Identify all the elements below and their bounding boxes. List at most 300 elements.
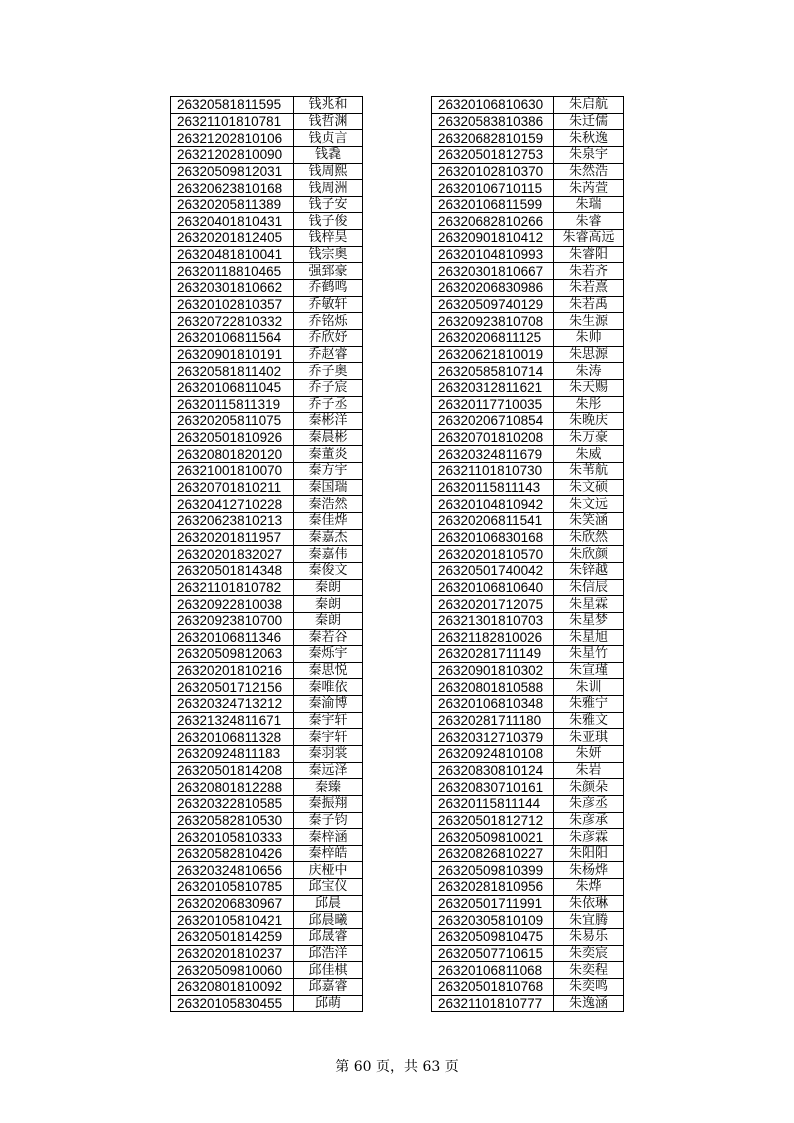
candidate-id-cell: 26320105810421 bbox=[171, 912, 294, 929]
table-row bbox=[171, 579, 363, 596]
table-row bbox=[171, 795, 363, 812]
candidate-id-cell: 26320115811144 bbox=[432, 795, 554, 812]
candidate-name-cell: 朱雅文 bbox=[554, 712, 624, 729]
table-row bbox=[432, 596, 624, 613]
table-row bbox=[432, 496, 624, 513]
candidate-id-cell: 26320901810302 bbox=[432, 662, 554, 679]
table-row bbox=[432, 762, 624, 779]
candidate-id-cell: 26320501740042 bbox=[432, 562, 554, 579]
candidate-id-cell: 26320118810465 bbox=[171, 263, 294, 280]
candidate-id-cell: 26320206811541 bbox=[432, 513, 554, 530]
table-row bbox=[432, 529, 624, 546]
candidate-name-cell: 朱亚琪 bbox=[554, 729, 624, 746]
candidate-id-cell: 26320201712075 bbox=[432, 596, 554, 613]
candidate-id-cell: 26320115811143 bbox=[432, 479, 554, 496]
candidate-id-cell: 26320201810216 bbox=[171, 662, 294, 679]
candidate-id-cell: 26320281810956 bbox=[432, 879, 554, 896]
candidate-name-cell: 钱梓昊 bbox=[294, 230, 363, 247]
table-row bbox=[171, 862, 363, 879]
candidate-id-cell: 26320301810662 bbox=[171, 280, 294, 297]
candidate-name-cell: 秦晨彬 bbox=[294, 429, 363, 446]
table-row bbox=[171, 180, 363, 197]
table-row bbox=[432, 246, 624, 263]
table-row bbox=[432, 546, 624, 563]
candidate-id-cell: 26320401810431 bbox=[171, 213, 294, 230]
candidate-name-cell: 朱烨 bbox=[554, 879, 624, 896]
candidate-name-cell: 朱笑涵 bbox=[554, 513, 624, 530]
candidate-id-cell: 26320106710115 bbox=[432, 180, 554, 197]
table-row bbox=[432, 513, 624, 530]
candidate-name-cell: 朱依琳 bbox=[554, 895, 624, 912]
candidate-id-cell: 26320106811599 bbox=[432, 196, 554, 213]
candidate-id-cell: 26320201811957 bbox=[171, 529, 294, 546]
table-row bbox=[171, 762, 363, 779]
candidate-id-cell: 26321324811671 bbox=[171, 712, 294, 729]
candidate-id-cell: 26320281711180 bbox=[432, 712, 554, 729]
table-row bbox=[432, 130, 624, 147]
candidate-id-cell: 26320581811595 bbox=[171, 97, 294, 114]
candidate-id-cell: 26321001810070 bbox=[171, 463, 294, 480]
table-row bbox=[432, 463, 624, 480]
table-row bbox=[432, 146, 624, 163]
table-row bbox=[432, 662, 624, 679]
candidate-id-cell: 26320324811679 bbox=[432, 446, 554, 463]
table-row bbox=[171, 895, 363, 912]
table-row bbox=[171, 296, 363, 313]
candidate-id-cell: 26320312710379 bbox=[432, 729, 554, 746]
table-row bbox=[171, 879, 363, 896]
table-row bbox=[432, 929, 624, 946]
candidate-name-cell: 秦羽裳 bbox=[294, 745, 363, 762]
table-row bbox=[432, 97, 624, 114]
candidate-id-cell: 26320106811564 bbox=[171, 329, 294, 346]
candidate-name-cell: 乔欣妤 bbox=[294, 329, 363, 346]
candidate-id-cell: 26320501814259 bbox=[171, 929, 294, 946]
table-row bbox=[171, 329, 363, 346]
candidate-name-cell: 秦董炎 bbox=[294, 446, 363, 463]
candidate-name-cell: 朱若熹 bbox=[554, 280, 624, 297]
candidate-id-cell: 26320206830967 bbox=[171, 895, 294, 912]
table-row bbox=[171, 612, 363, 629]
candidate-id-cell: 26320201812405 bbox=[171, 230, 294, 247]
candidate-name-cell: 朱威 bbox=[554, 446, 624, 463]
candidate-name-cell: 朱思源 bbox=[554, 346, 624, 363]
table-row bbox=[432, 995, 624, 1012]
table-row bbox=[432, 479, 624, 496]
candidate-id-cell: 26320801812288 bbox=[171, 779, 294, 796]
table-row bbox=[171, 213, 363, 230]
candidate-name-cell: 秦烁宇 bbox=[294, 646, 363, 663]
table-row bbox=[171, 346, 363, 363]
table-row bbox=[171, 596, 363, 613]
table-row bbox=[432, 363, 624, 380]
candidate-name-cell: 乔敏轩 bbox=[294, 296, 363, 313]
candidate-id-cell: 26320102810370 bbox=[432, 163, 554, 180]
candidate-name-cell: 秦唯依 bbox=[294, 679, 363, 696]
candidate-id-cell: 26320509740129 bbox=[432, 296, 554, 313]
candidate-name-cell: 邱嘉睿 bbox=[294, 978, 363, 995]
candidate-name-cell: 朱启航 bbox=[554, 97, 624, 114]
candidate-name-cell: 秦朗 bbox=[294, 596, 363, 613]
candidate-name-cell: 秦朗 bbox=[294, 612, 363, 629]
candidate-name-cell: 秦浩然 bbox=[294, 496, 363, 513]
candidate-id-cell: 26320201832027 bbox=[171, 546, 294, 563]
table-row bbox=[432, 895, 624, 912]
candidate-id-cell: 26321182810026 bbox=[432, 629, 554, 646]
candidate-name-cell: 朱易乐 bbox=[554, 929, 624, 946]
candidate-name-cell: 朱奕宸 bbox=[554, 945, 624, 962]
candidate-id-cell: 26320501814208 bbox=[171, 762, 294, 779]
candidate-name-cell: 朱彦承 bbox=[554, 812, 624, 829]
table-row bbox=[171, 163, 363, 180]
candidate-id-cell: 26320324810656 bbox=[171, 862, 294, 879]
table-row bbox=[171, 912, 363, 929]
table-row bbox=[432, 429, 624, 446]
candidate-name-cell: 秦远泽 bbox=[294, 762, 363, 779]
candidate-name-cell: 朱阳阳 bbox=[554, 845, 624, 862]
table-row bbox=[171, 962, 363, 979]
table-row bbox=[171, 446, 363, 463]
candidate-id-cell: 26320106811328 bbox=[171, 729, 294, 746]
candidate-name-cell: 朱苇航 bbox=[554, 463, 624, 480]
candidate-name-cell: 朱彦霖 bbox=[554, 829, 624, 846]
candidate-id-cell: 26320206830986 bbox=[432, 280, 554, 297]
candidate-id-cell: 26320509812031 bbox=[171, 163, 294, 180]
candidate-name-cell: 朱若禹 bbox=[554, 296, 624, 313]
candidate-name-cell: 邱晨 bbox=[294, 895, 363, 912]
candidate-name-cell: 乔子丞 bbox=[294, 396, 363, 413]
table-row bbox=[171, 679, 363, 696]
candidate-id-cell: 26320923810700 bbox=[171, 612, 294, 629]
candidate-name-cell: 朱颜朵 bbox=[554, 779, 624, 796]
candidate-name-cell: 朱涛 bbox=[554, 363, 624, 380]
table-row bbox=[432, 180, 624, 197]
table-row bbox=[432, 829, 624, 846]
table-row bbox=[432, 329, 624, 346]
candidate-name-cell: 朱星梦 bbox=[554, 612, 624, 629]
candidate-id-cell: 26320830710161 bbox=[432, 779, 554, 796]
candidate-name-cell: 乔子奥 bbox=[294, 363, 363, 380]
table-row bbox=[171, 995, 363, 1012]
table-row bbox=[432, 413, 624, 430]
candidate-id-cell: 26320682810159 bbox=[432, 130, 554, 147]
candidate-name-cell: 秦俊文 bbox=[294, 562, 363, 579]
candidate-name-cell: 钱兆和 bbox=[294, 97, 363, 114]
candidate-name-cell: 乔铭烁 bbox=[294, 313, 363, 330]
candidate-id-cell: 26320801810588 bbox=[432, 679, 554, 696]
table-row bbox=[171, 779, 363, 796]
candidate-id-cell: 26320322810585 bbox=[171, 795, 294, 812]
candidate-id-cell: 26320106810630 bbox=[432, 97, 554, 114]
candidate-id-cell: 26320922810038 bbox=[171, 596, 294, 613]
candidate-name-cell: 朱迁儒 bbox=[554, 113, 624, 130]
candidate-id-cell: 26320583810386 bbox=[432, 113, 554, 130]
table-row bbox=[171, 529, 363, 546]
table-row bbox=[171, 562, 363, 579]
candidate-name-cell: 乔赵睿 bbox=[294, 346, 363, 363]
table-row bbox=[432, 213, 624, 230]
table-row bbox=[171, 929, 363, 946]
table-row bbox=[432, 795, 624, 812]
candidate-name-cell: 朱睿阳 bbox=[554, 246, 624, 263]
candidate-name-cell: 庆桠中 bbox=[294, 862, 363, 879]
candidate-id-cell: 26321101810781 bbox=[171, 113, 294, 130]
candidate-name-cell: 秦国瑞 bbox=[294, 479, 363, 496]
table-row bbox=[171, 379, 363, 396]
candidate-id-cell: 26320509810021 bbox=[432, 829, 554, 846]
candidate-id-cell: 26320623810213 bbox=[171, 513, 294, 530]
table-row bbox=[432, 230, 624, 247]
table-row bbox=[432, 446, 624, 463]
candidate-id-cell: 26320501812753 bbox=[432, 146, 554, 163]
candidate-id-cell: 26320801820120 bbox=[171, 446, 294, 463]
table-row bbox=[171, 463, 363, 480]
candidate-name-cell: 朱生源 bbox=[554, 313, 624, 330]
candidate-id-cell: 26320585810714 bbox=[432, 363, 554, 380]
candidate-id-cell: 26320582810426 bbox=[171, 845, 294, 862]
candidate-name-cell: 朱宣瑾 bbox=[554, 662, 624, 679]
candidate-name-cell: 朱然浩 bbox=[554, 163, 624, 180]
table-row bbox=[432, 396, 624, 413]
candidate-name-cell: 钱子安 bbox=[294, 196, 363, 213]
table-row bbox=[171, 196, 363, 213]
candidate-id-cell: 26320830810124 bbox=[432, 762, 554, 779]
candidate-id-cell: 26320501712156 bbox=[171, 679, 294, 696]
table-row bbox=[171, 246, 363, 263]
candidate-name-cell: 朱帅 bbox=[554, 329, 624, 346]
candidate-name-cell: 朱芮萱 bbox=[554, 180, 624, 197]
candidate-id-cell: 26320801810092 bbox=[171, 978, 294, 995]
table-row bbox=[171, 230, 363, 247]
candidate-id-cell: 26320117710035 bbox=[432, 396, 554, 413]
candidate-name-cell: 朱睿 bbox=[554, 213, 624, 230]
candidate-id-cell: 26320312811621 bbox=[432, 379, 554, 396]
candidate-id-cell: 26320105810785 bbox=[171, 879, 294, 896]
candidate-id-cell: 26321301810703 bbox=[432, 612, 554, 629]
candidate-id-cell: 26320206811125 bbox=[432, 329, 554, 346]
candidate-id-cell: 26320501814348 bbox=[171, 562, 294, 579]
roster-table-right bbox=[431, 96, 624, 1012]
candidate-name-cell: 秦嘉杰 bbox=[294, 529, 363, 546]
candidate-id-cell: 26320106810348 bbox=[432, 696, 554, 713]
candidate-id-cell: 26320509810475 bbox=[432, 929, 554, 946]
candidate-name-cell: 朱睿高远 bbox=[554, 230, 624, 247]
table-row bbox=[171, 97, 363, 114]
candidate-name-cell: 邱萌 bbox=[294, 995, 363, 1012]
candidate-name-cell: 朱晚庆 bbox=[554, 413, 624, 430]
table-row bbox=[171, 945, 363, 962]
candidate-id-cell: 26320412710228 bbox=[171, 496, 294, 513]
table-row bbox=[171, 513, 363, 530]
candidate-name-cell: 朱雅宁 bbox=[554, 696, 624, 713]
candidate-id-cell: 26320901810412 bbox=[432, 230, 554, 247]
candidate-id-cell: 26321101810730 bbox=[432, 463, 554, 480]
candidate-name-cell: 朱训 bbox=[554, 679, 624, 696]
candidate-id-cell: 26320682810266 bbox=[432, 213, 554, 230]
table-row bbox=[171, 479, 363, 496]
candidate-name-cell: 秦梓皓 bbox=[294, 845, 363, 862]
candidate-id-cell: 26320501810926 bbox=[171, 429, 294, 446]
candidate-name-cell: 强郅豪 bbox=[294, 263, 363, 280]
candidate-name-cell: 秦思悦 bbox=[294, 662, 363, 679]
candidate-name-cell: 秦子钧 bbox=[294, 812, 363, 829]
candidate-id-cell: 26320105810333 bbox=[171, 829, 294, 846]
candidate-id-cell: 26320581811402 bbox=[171, 363, 294, 380]
candidate-id-cell: 26320623810168 bbox=[171, 180, 294, 197]
candidate-id-cell: 26320722810332 bbox=[171, 313, 294, 330]
table-row bbox=[432, 696, 624, 713]
candidate-name-cell: 秦梓涵 bbox=[294, 829, 363, 846]
candidate-id-cell: 26320301810667 bbox=[432, 263, 554, 280]
candidate-id-cell: 26321101810777 bbox=[432, 995, 554, 1012]
candidate-id-cell: 26321202810090 bbox=[171, 146, 294, 163]
table-row bbox=[432, 779, 624, 796]
table-row bbox=[432, 729, 624, 746]
table-row bbox=[171, 829, 363, 846]
candidate-name-cell: 秦嘉伟 bbox=[294, 546, 363, 563]
table-row bbox=[171, 313, 363, 330]
table-row bbox=[171, 745, 363, 762]
candidate-name-cell: 钱贞言 bbox=[294, 130, 363, 147]
candidate-name-cell: 朱欣颜 bbox=[554, 546, 624, 563]
table-row bbox=[171, 130, 363, 147]
candidate-name-cell: 朱妍 bbox=[554, 745, 624, 762]
candidate-name-cell: 秦朗 bbox=[294, 579, 363, 596]
candidate-id-cell: 26320507710615 bbox=[432, 945, 554, 962]
table-row bbox=[171, 812, 363, 829]
table-row bbox=[171, 496, 363, 513]
table-row bbox=[432, 945, 624, 962]
table-row bbox=[432, 629, 624, 646]
candidate-id-cell: 26320104810942 bbox=[432, 496, 554, 513]
candidate-id-cell: 26320501810768 bbox=[432, 978, 554, 995]
table-row bbox=[171, 113, 363, 130]
candidate-id-cell: 26320305810109 bbox=[432, 912, 554, 929]
candidate-id-cell: 26320509810060 bbox=[171, 962, 294, 979]
candidate-name-cell: 钱毳 bbox=[294, 146, 363, 163]
candidate-id-cell: 26320621810019 bbox=[432, 346, 554, 363]
table-row bbox=[432, 912, 624, 929]
table-row bbox=[432, 962, 624, 979]
table-row bbox=[432, 379, 624, 396]
table-row bbox=[171, 280, 363, 297]
table-row bbox=[432, 113, 624, 130]
candidate-id-cell: 26320106810640 bbox=[432, 579, 554, 596]
candidate-name-cell: 朱文远 bbox=[554, 496, 624, 513]
candidate-name-cell: 邱晨曦 bbox=[294, 912, 363, 929]
table-row bbox=[432, 712, 624, 729]
candidate-id-cell: 26321101810782 bbox=[171, 579, 294, 596]
table-row bbox=[432, 612, 624, 629]
candidate-id-cell: 26320205811075 bbox=[171, 413, 294, 430]
candidate-id-cell: 26320102810357 bbox=[171, 296, 294, 313]
candidate-name-cell: 朱锌越 bbox=[554, 562, 624, 579]
candidate-name-cell: 钱哲渊 bbox=[294, 113, 363, 130]
candidate-id-cell: 26320923810708 bbox=[432, 313, 554, 330]
candidate-name-cell: 钱周洲 bbox=[294, 180, 363, 197]
candidate-name-cell: 秦渝博 bbox=[294, 696, 363, 713]
candidate-name-cell: 邱浩洋 bbox=[294, 945, 363, 962]
candidate-name-cell: 邱佳棋 bbox=[294, 962, 363, 979]
candidate-name-cell: 朱彤 bbox=[554, 396, 624, 413]
candidate-id-cell: 26320509812063 bbox=[171, 646, 294, 663]
table-row bbox=[432, 745, 624, 762]
candidate-id-cell: 26320281711149 bbox=[432, 646, 554, 663]
candidate-name-cell: 朱秋逸 bbox=[554, 130, 624, 147]
table-row bbox=[432, 280, 624, 297]
table-row bbox=[432, 296, 624, 313]
page-footer: 第 60 页，共 63 页 bbox=[335, 1059, 459, 1075]
candidate-name-cell: 钱子俊 bbox=[294, 213, 363, 230]
candidate-name-cell: 朱岩 bbox=[554, 762, 624, 779]
candidate-id-cell: 26320115811319 bbox=[171, 396, 294, 413]
table-row bbox=[171, 696, 363, 713]
candidate-name-cell: 朱奕程 bbox=[554, 962, 624, 979]
candidate-name-cell: 朱天赐 bbox=[554, 379, 624, 396]
candidate-name-cell: 朱信辰 bbox=[554, 579, 624, 596]
table-row bbox=[171, 845, 363, 862]
table-row bbox=[171, 646, 363, 663]
candidate-name-cell: 秦若谷 bbox=[294, 629, 363, 646]
table-row bbox=[432, 812, 624, 829]
table-row bbox=[171, 363, 363, 380]
candidate-id-cell: 26320582810530 bbox=[171, 812, 294, 829]
candidate-name-cell: 朱逸涵 bbox=[554, 995, 624, 1012]
candidate-id-cell: 26320106830168 bbox=[432, 529, 554, 546]
table-row bbox=[171, 729, 363, 746]
candidate-id-cell: 26320509810399 bbox=[432, 862, 554, 879]
candidate-name-cell: 朱泉宇 bbox=[554, 146, 624, 163]
roster-table-left bbox=[170, 96, 363, 1012]
table-row bbox=[171, 396, 363, 413]
candidate-name-cell: 乔鹤鸣 bbox=[294, 280, 363, 297]
table-row bbox=[432, 679, 624, 696]
candidate-id-cell: 26320104810993 bbox=[432, 246, 554, 263]
table-row bbox=[432, 862, 624, 879]
candidate-name-cell: 朱杨烨 bbox=[554, 862, 624, 879]
candidate-id-cell: 26320501711991 bbox=[432, 895, 554, 912]
candidate-name-cell: 朱彦丞 bbox=[554, 795, 624, 812]
table-row bbox=[432, 263, 624, 280]
candidate-id-cell: 26320106811068 bbox=[432, 962, 554, 979]
table-row bbox=[432, 646, 624, 663]
candidate-id-cell: 26320501812712 bbox=[432, 812, 554, 829]
candidate-name-cell: 秦彬洋 bbox=[294, 413, 363, 430]
candidate-id-cell: 26320105830455 bbox=[171, 995, 294, 1012]
candidate-name-cell: 钱周熙 bbox=[294, 163, 363, 180]
candidate-id-cell: 26320205811389 bbox=[171, 196, 294, 213]
candidate-id-cell: 26320201810570 bbox=[432, 546, 554, 563]
candidate-id-cell: 26320106811045 bbox=[171, 379, 294, 396]
candidate-name-cell: 秦方宇 bbox=[294, 463, 363, 480]
candidate-name-cell: 朱瑞 bbox=[554, 196, 624, 213]
candidate-id-cell: 26321202810106 bbox=[171, 130, 294, 147]
table-row bbox=[432, 313, 624, 330]
table-row bbox=[171, 413, 363, 430]
table-row bbox=[171, 662, 363, 679]
table-row bbox=[432, 579, 624, 596]
table-row bbox=[171, 712, 363, 729]
candidate-id-cell: 26320701810211 bbox=[171, 479, 294, 496]
candidate-id-cell: 26320324713212 bbox=[171, 696, 294, 713]
candidate-name-cell: 乔子宸 bbox=[294, 379, 363, 396]
candidate-id-cell: 26320206710854 bbox=[432, 413, 554, 430]
candidate-name-cell: 秦佳烨 bbox=[294, 513, 363, 530]
candidate-name-cell: 邱宝仪 bbox=[294, 879, 363, 896]
candidate-name-cell: 秦宇轩 bbox=[294, 712, 363, 729]
candidate-name-cell: 朱文硕 bbox=[554, 479, 624, 496]
candidate-id-cell: 26320924811183 bbox=[171, 745, 294, 762]
